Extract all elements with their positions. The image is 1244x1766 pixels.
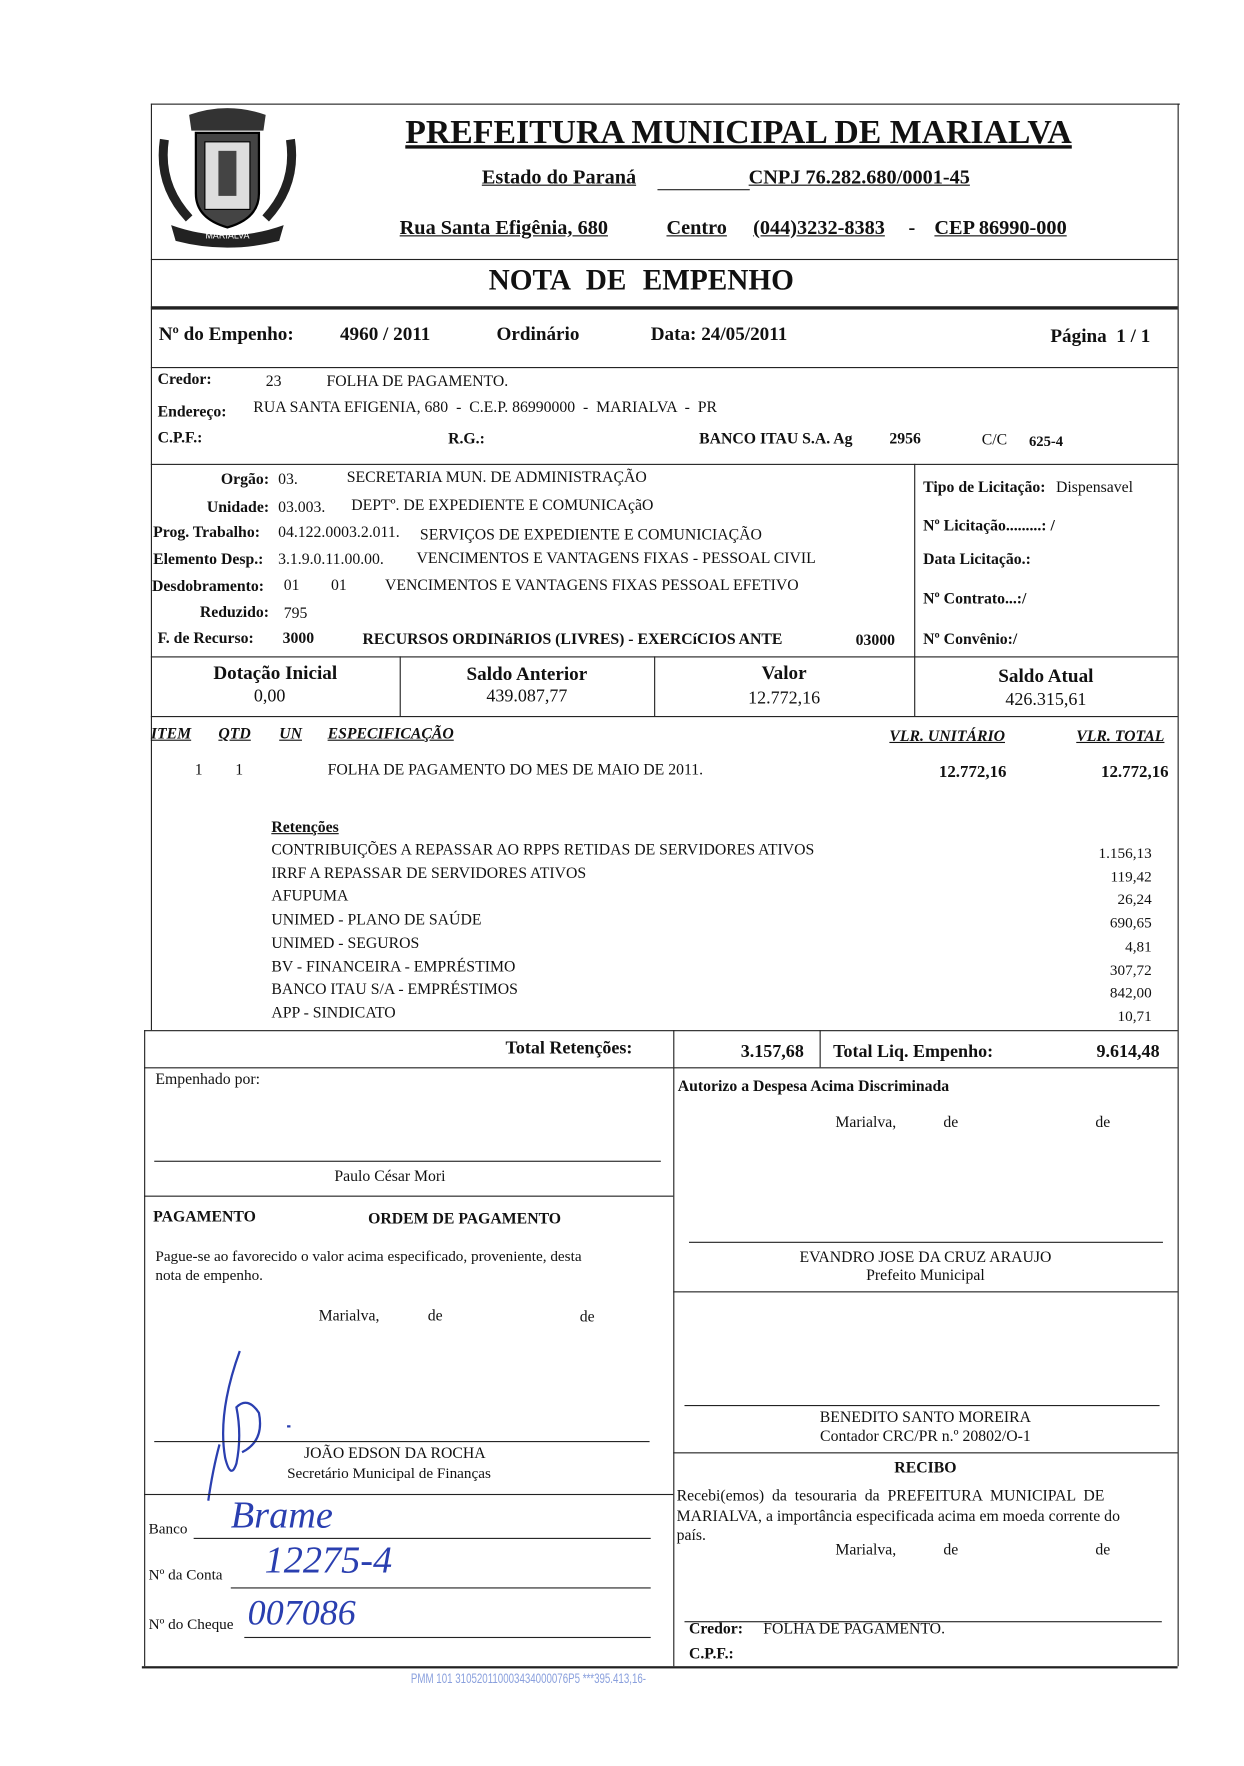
address-value: RUA SANTA EFIGENIA, 680 - C.E.P. 86990000 - MARIALVA - PR bbox=[253, 399, 718, 417]
accountant-name: BENEDITO SANTO MOREIRA bbox=[819, 1409, 1032, 1427]
divider bbox=[144, 1196, 673, 1197]
balance-value: 0,00 bbox=[253, 686, 286, 706]
de-label: de bbox=[943, 1114, 959, 1132]
divider bbox=[820, 1030, 821, 1067]
reduzido-label: Reduzido: bbox=[199, 604, 270, 622]
unidade-desc: DEPTº. DE EXPEDIENTE E COMUNICAçãO bbox=[351, 497, 654, 515]
item-total-value: 12.772,16 bbox=[1101, 763, 1169, 782]
retencao-value: 307,72 bbox=[1109, 960, 1152, 978]
conta-handwritten: 12275-4 bbox=[264, 1540, 393, 1582]
cheque-handwritten: 007086 bbox=[247, 1591, 356, 1633]
svg-text:MARIALVA: MARIALVA bbox=[205, 230, 250, 241]
credor-label: Credor: bbox=[157, 371, 212, 389]
coat-of-arms-logo bbox=[155, 106, 299, 252]
pague-text-2: nota de empenho. bbox=[155, 1266, 263, 1284]
desdobramento-desc: VENCIMENTOS E VANTAGENS FIXAS PESSOAL EFETIVO bbox=[385, 577, 799, 595]
header-dash: - bbox=[908, 216, 916, 239]
divider bbox=[673, 1030, 674, 1067]
frame-bottom bbox=[142, 1666, 1178, 1668]
de-label: de bbox=[1095, 1542, 1111, 1560]
total-liquido-label: Total Liq. Empenho: bbox=[833, 1042, 994, 1062]
signature-line bbox=[689, 1242, 1163, 1243]
item-desc: FOLHA DE PAGAMENTO DO MES DE MAIO DE 2011. bbox=[327, 762, 704, 780]
retencao-desc: AFUPUMA bbox=[271, 888, 349, 906]
conta-label: Nº da Conta bbox=[148, 1565, 223, 1583]
retencao-value: 119,42 bbox=[1110, 867, 1152, 885]
divider bbox=[151, 716, 1178, 717]
recurso-code: 3000 bbox=[282, 630, 315, 648]
payment-stamp: PMM 101 310520110003434000076P5 ***395.413,16- bbox=[410, 1670, 647, 1687]
divider bbox=[151, 306, 1178, 309]
credor-code: 23 bbox=[265, 373, 282, 391]
frame-left-lower bbox=[144, 1030, 145, 1666]
licitacao-type: Dispensavel bbox=[1056, 479, 1134, 497]
divider bbox=[144, 1030, 1177, 1031]
retencao-desc: UNIMED - PLANO DE SAÚDE bbox=[271, 912, 482, 929]
mayor-role: Prefeito Municipal bbox=[866, 1267, 985, 1285]
cc-label: C/C bbox=[981, 432, 1008, 450]
de-label: de bbox=[1095, 1114, 1111, 1132]
balance-value: 12.772,16 bbox=[748, 688, 821, 709]
total-retencoes-value: 3.157,68 bbox=[740, 1042, 804, 1062]
cpf-label: C.P.F.: bbox=[157, 430, 203, 447]
col-item: ITEM bbox=[150, 726, 192, 744]
recurso-label: F. de Recurso: bbox=[157, 630, 254, 648]
de-label: de bbox=[579, 1309, 595, 1327]
autorizo-label: Autorizo a Despesa Acima Discriminada bbox=[677, 1078, 950, 1096]
cc-value: 625-4 bbox=[1028, 432, 1064, 450]
frame-left-upper bbox=[151, 104, 152, 1031]
reduzido-code: 795 bbox=[283, 605, 308, 623]
balance-value: 426.315,61 bbox=[1005, 690, 1087, 710]
divider bbox=[151, 656, 1178, 657]
col-total-value: VLR. TOTAL bbox=[1076, 728, 1165, 746]
ordem-pagamento-label: ORDEM DE PAGAMENTO bbox=[368, 1211, 562, 1229]
de-label: de bbox=[943, 1542, 959, 1560]
header-cnpj: CNPJ 76.282.680/0001-45 bbox=[748, 165, 970, 189]
pague-text-1: Pague-se ao favorecido o valor acima especificado, proveniente, desta bbox=[155, 1247, 582, 1265]
recurso-desc: RECURSOS ORDINáRIOS (LIVRES) - EXERCíCIOS ANTE bbox=[362, 631, 783, 649]
divider bbox=[151, 259, 1178, 260]
divider bbox=[673, 1452, 1177, 1453]
accountant-role: Contador CRC/PR n.º 20802/O-1 bbox=[820, 1428, 1031, 1446]
balance-value: 439.087,77 bbox=[486, 686, 568, 706]
empenho-number: 4960 / 2011 bbox=[339, 323, 431, 345]
retencao-desc: BANCO ITAU S/A - EMPRÉSTIMOS bbox=[271, 981, 518, 999]
empenhado-name: Paulo César Mori bbox=[334, 1168, 446, 1186]
recibo-text-1: Recebi(emos) da tesouraria da PREFEITURA MUNICIPAL DE bbox=[676, 1488, 1105, 1506]
retencao-value: 10,71 bbox=[1117, 1007, 1152, 1025]
elemento-desc: VENCIMENTOS E VANTAGENS FIXAS - PESSOAL CIVIL bbox=[416, 550, 816, 568]
retencao-value: 690,65 bbox=[1109, 914, 1152, 932]
header-title: PREFEITURA MUNICIPAL DE MARIALVA bbox=[405, 113, 1072, 151]
empenho-type: Ordinário bbox=[496, 323, 580, 345]
header-phone: (044)3232-8383 bbox=[753, 216, 885, 239]
col-un: UN bbox=[279, 726, 302, 744]
signature-line bbox=[684, 1405, 1159, 1406]
bank-agency: 2956 bbox=[889, 431, 921, 449]
pagamento-label: PAGAMENTO bbox=[153, 1209, 256, 1226]
divider bbox=[144, 1067, 1177, 1068]
licitacao-number: Nº Licitação.........: / bbox=[923, 517, 1055, 535]
recibo-title: RECIBO bbox=[894, 1460, 957, 1478]
retencoes-title: Retenções bbox=[271, 819, 339, 837]
signature-line bbox=[154, 1441, 649, 1442]
licitacao-type-label: Tipo de Licitação: bbox=[923, 479, 1046, 497]
banco-label: Banco bbox=[148, 1519, 188, 1537]
unidade-label: Unidade: bbox=[206, 499, 270, 517]
secretary-name: JOÃO EDSON DA ROCHA bbox=[303, 1445, 486, 1463]
item-number: 1 bbox=[194, 762, 203, 780]
unidade-code: 03.003. bbox=[278, 499, 326, 517]
recurso-code2: 03000 bbox=[855, 632, 896, 650]
city-label: Marialva, bbox=[835, 1542, 897, 1560]
recibo-credor-name: FOLHA DE PAGAMENTO. bbox=[763, 1621, 946, 1639]
item-qty: 1 bbox=[235, 762, 244, 780]
balance-label: Saldo Anterior bbox=[466, 663, 588, 685]
retencao-desc: APP - SINDICATO bbox=[271, 1005, 396, 1023]
item-unit-value: 12.772,16 bbox=[938, 763, 1007, 782]
retencao-desc: CONTRIBUIÇÕES A REPASSAR AO RPPS RETIDAS DE SERVIDORES ATIVOS bbox=[271, 842, 815, 859]
col-qtd: QTD bbox=[218, 726, 251, 744]
city-label: Marialva, bbox=[318, 1308, 380, 1326]
orgao-code: 03. bbox=[278, 471, 298, 489]
mayor-name: EVANDRO JOSE DA CRUZ ARAUJO bbox=[799, 1249, 1052, 1267]
balance-label: Valor bbox=[761, 661, 807, 684]
retencao-desc: UNIMED - SEGUROS bbox=[271, 935, 420, 953]
credor-name: FOLHA DE PAGAMENTO. bbox=[326, 373, 509, 391]
empenho-label: Nº do Empenho: bbox=[158, 323, 294, 345]
de-label: de bbox=[427, 1308, 443, 1326]
document-title: NOTA DE EMPENHO bbox=[488, 263, 794, 297]
recibo-credor-label: Credor: bbox=[688, 1621, 743, 1639]
address-label: Endereço: bbox=[157, 404, 227, 422]
desdobramento-code1: 01 bbox=[283, 577, 300, 595]
secretary-role: Secretário Municipal de Finanças bbox=[287, 1464, 491, 1482]
banco-handwritten: Brame bbox=[230, 1495, 333, 1537]
bank-name: BANCO ITAU S.A. Ag bbox=[699, 431, 853, 449]
retencao-value: 1.156,13 bbox=[1098, 844, 1152, 862]
divider bbox=[673, 1291, 1177, 1292]
signature-line bbox=[154, 1161, 661, 1162]
prog-code: 04.122.0003.2.011. bbox=[278, 524, 400, 542]
prog-desc: SERVIÇOS DE EXPEDIENTE E COMUNICIAÇÃO bbox=[419, 526, 762, 544]
header-district: Centro bbox=[666, 216, 727, 239]
total-liquido-value: 9.614,48 bbox=[1096, 1042, 1160, 1062]
retencao-value: 842,00 bbox=[1109, 984, 1152, 1002]
licitacao-date: Data Licitação.: bbox=[923, 551, 1031, 569]
rg-label: R.G.: bbox=[448, 431, 485, 449]
empenhado-por-label: Empenhado por: bbox=[155, 1071, 260, 1089]
recibo-text-2: MARIALVA, a importância especificada acima em moeda corrente do bbox=[676, 1508, 1120, 1526]
desdobramento-code2: 01 bbox=[330, 577, 347, 595]
total-retencoes-label: Total Retenções: bbox=[505, 1039, 633, 1059]
retencao-desc: IRRF A REPASSAR DE SERVIDORES ATIVOS bbox=[271, 865, 587, 883]
header-address: Rua Santa Efigênia, 680 bbox=[399, 216, 608, 239]
city-label: Marialva, bbox=[835, 1114, 897, 1132]
desdobramento-label: Desdobramento: bbox=[151, 578, 265, 596]
page-number: Página 1 / 1 bbox=[1050, 325, 1151, 347]
orgao-label: Orgão: bbox=[220, 471, 270, 489]
cheque-label: Nº do Cheque bbox=[148, 1615, 234, 1633]
prog-label: Prog. Trabalho: bbox=[153, 524, 260, 542]
frame-right bbox=[1178, 104, 1179, 1667]
orgao-desc: SECRETARIA MUN. DE ADMINISTRAÇÃO bbox=[346, 469, 647, 487]
contrato: Nº Contrato...:/ bbox=[923, 591, 1027, 608]
divider bbox=[673, 1067, 674, 1666]
col-spec: ESPECIFICAÇÃO bbox=[327, 726, 454, 744]
conta-line bbox=[231, 1587, 651, 1588]
retencao-value: 26,24 bbox=[1117, 890, 1152, 908]
empenho-date: Data: 24/05/2011 bbox=[650, 323, 788, 345]
col-unit-value: VLR. UNITÁRIO bbox=[889, 728, 1005, 746]
divider bbox=[151, 367, 1178, 368]
balance-label: Saldo Atual bbox=[998, 665, 1094, 687]
divider bbox=[151, 464, 1178, 465]
frame-top bbox=[151, 104, 1180, 105]
balance-label: Dotação Inicial bbox=[213, 661, 338, 684]
recibo-cpf-label: C.P.F.: bbox=[688, 1645, 734, 1663]
banco-line bbox=[194, 1538, 651, 1539]
convenio: Nº Convênio:/ bbox=[923, 631, 1018, 649]
recibo-text-3: país. bbox=[676, 1527, 706, 1545]
header-cep: CEP 86990-000 bbox=[934, 216, 1067, 239]
cheque-line bbox=[244, 1637, 650, 1638]
header-state: Estado do Paraná bbox=[481, 165, 637, 189]
elemento-code: 3.1.9.0.11.00.00. bbox=[278, 551, 384, 569]
header-underline bbox=[657, 189, 749, 190]
divider bbox=[144, 1494, 673, 1495]
retencao-desc: BV - FINANCEIRA - EMPRÉSTIMO bbox=[271, 958, 516, 976]
retencao-value: 4,81 bbox=[1125, 937, 1152, 955]
elemento-label: Elemento Desp.: bbox=[153, 551, 264, 569]
